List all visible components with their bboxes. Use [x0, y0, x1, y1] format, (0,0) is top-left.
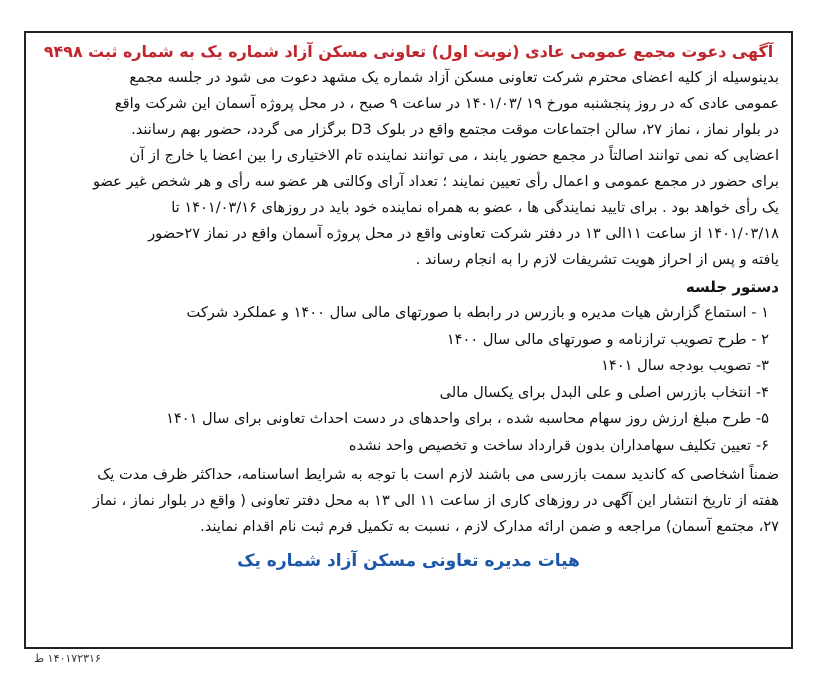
intro-line: ۱۴۰۱/۰۳/۱۸ از ساعت ۱۱الی ۱۳ در دفتر شرکت تعاونی واقع در محل پروژه آسمان واقع در نماز ۲۷حضور [148, 225, 779, 242]
signature-line: هیات مدیره تعاونی مسکن آزاد شماره یک [237, 550, 580, 571]
intro-line: یک رأی خواهد بود . برای تایید نمایندگی ها ، عضو به همراه نماینده خود باید در روزهای ۱۴۰۱/۰۳/۱۶ تا [171, 199, 779, 216]
agenda-item: ۵- طرح مبلغ ارزش روز سهام محاسبه شده ، برای واحدهای در دست احداث تعاونی برای سال ۱۴۰۱ [166, 410, 769, 428]
closing-paragraph [38, 462, 779, 540]
intro-line: بدینوسیله از کلیه اعضای محترم شرکت تعاونی مسکن آزاد شماره یک مشهد دعوت می شود در جلسه مجمع [129, 69, 779, 86]
intro-line: یافته و پس از احراز هویت تشریفات لازم را به انجام رساند . [415, 251, 779, 268]
notice-title: آگهی دعوت مجمع عمومی عادی (نوبت اول) تعاونی مسکن آزاد شماره یک به شماره ثبت ۹۴۹۸ [43, 42, 774, 61]
agenda-item: ۲ - طرح تصویب ترازنامه و صورتهای مالی سال ۱۴۰۰ [446, 330, 769, 348]
agenda-item: ۱ - استماع گزارش هیات مدیره و بازرس در رابطه با صورتهای مالی سال ۱۴۰۰ و عملکرد شرکت [186, 304, 769, 321]
intro-line: در بلوار نماز ، نماز ۲۷، سالن اجتماعات موقت مجتمع واقع در بلوک D3 برگزار می گردد، حضور بهم رسانند. [131, 121, 779, 138]
agenda-item: ۳- تصویب بودجه سال ۱۴۰۱ [601, 357, 769, 375]
intro-line: اعضایی که نمی توانند اصالتاً در مجمع حضور یابند ، می توانند نماینده تام الاختیاری را بین اعضا یا خارج از آن [129, 147, 779, 164]
agenda-item: ۶- تعیین تکلیف سهامداران بدون قرارداد ساخت و تخصیص واحد نشده [348, 436, 769, 454]
publication-code: ۱۴۰۱۷۲۳۱۶ ط [34, 652, 101, 665]
agenda-list [38, 300, 779, 460]
intro-paragraph [38, 65, 779, 273]
notice-content [26, 39, 791, 574]
intro-line: برای حضور در مجمع عمومی و اعمال رأی تعیین نمایند ؛ تعداد آرای وکالتی هر عضو سه رأی و هر شخص غیر عضو [92, 173, 779, 190]
closing-line: ضمناً اشخاصی که کاندید سمت بازرسی می باشند لازم است با توجه به شرایط اساسنامه، حداکثر ظرف مدت یک [97, 465, 779, 483]
closing-line: ۲۷، مجتمع آسمان) مراجعه و ضمن ارائه مدارک لازم ، نسبت به تکمیل فرم ثبت نام اقدام نمایند. [200, 517, 779, 535]
closing-line: هفته از تاریخ انتشار این آگهی در روزهای کاری از ساعت ۱۱ الی ۱۳ به محل دفتر تعاونی ( واقع در بلوار نماز ، نماز [92, 491, 779, 509]
agenda-item: ۴- انتخاب بازرس اصلی و علی البدل برای یکسال مالی [439, 383, 769, 401]
agenda-heading: دستور جلسه [685, 278, 779, 296]
notice-frame [24, 31, 793, 649]
intro-line: عمومی عادی که در روز پنجشنبه مورخ ۱۹ /۱۴۰۱/۰۳ در ساعت ۹ صبح ، در محل پروژه آسمان این شرکت واقع [114, 95, 779, 112]
